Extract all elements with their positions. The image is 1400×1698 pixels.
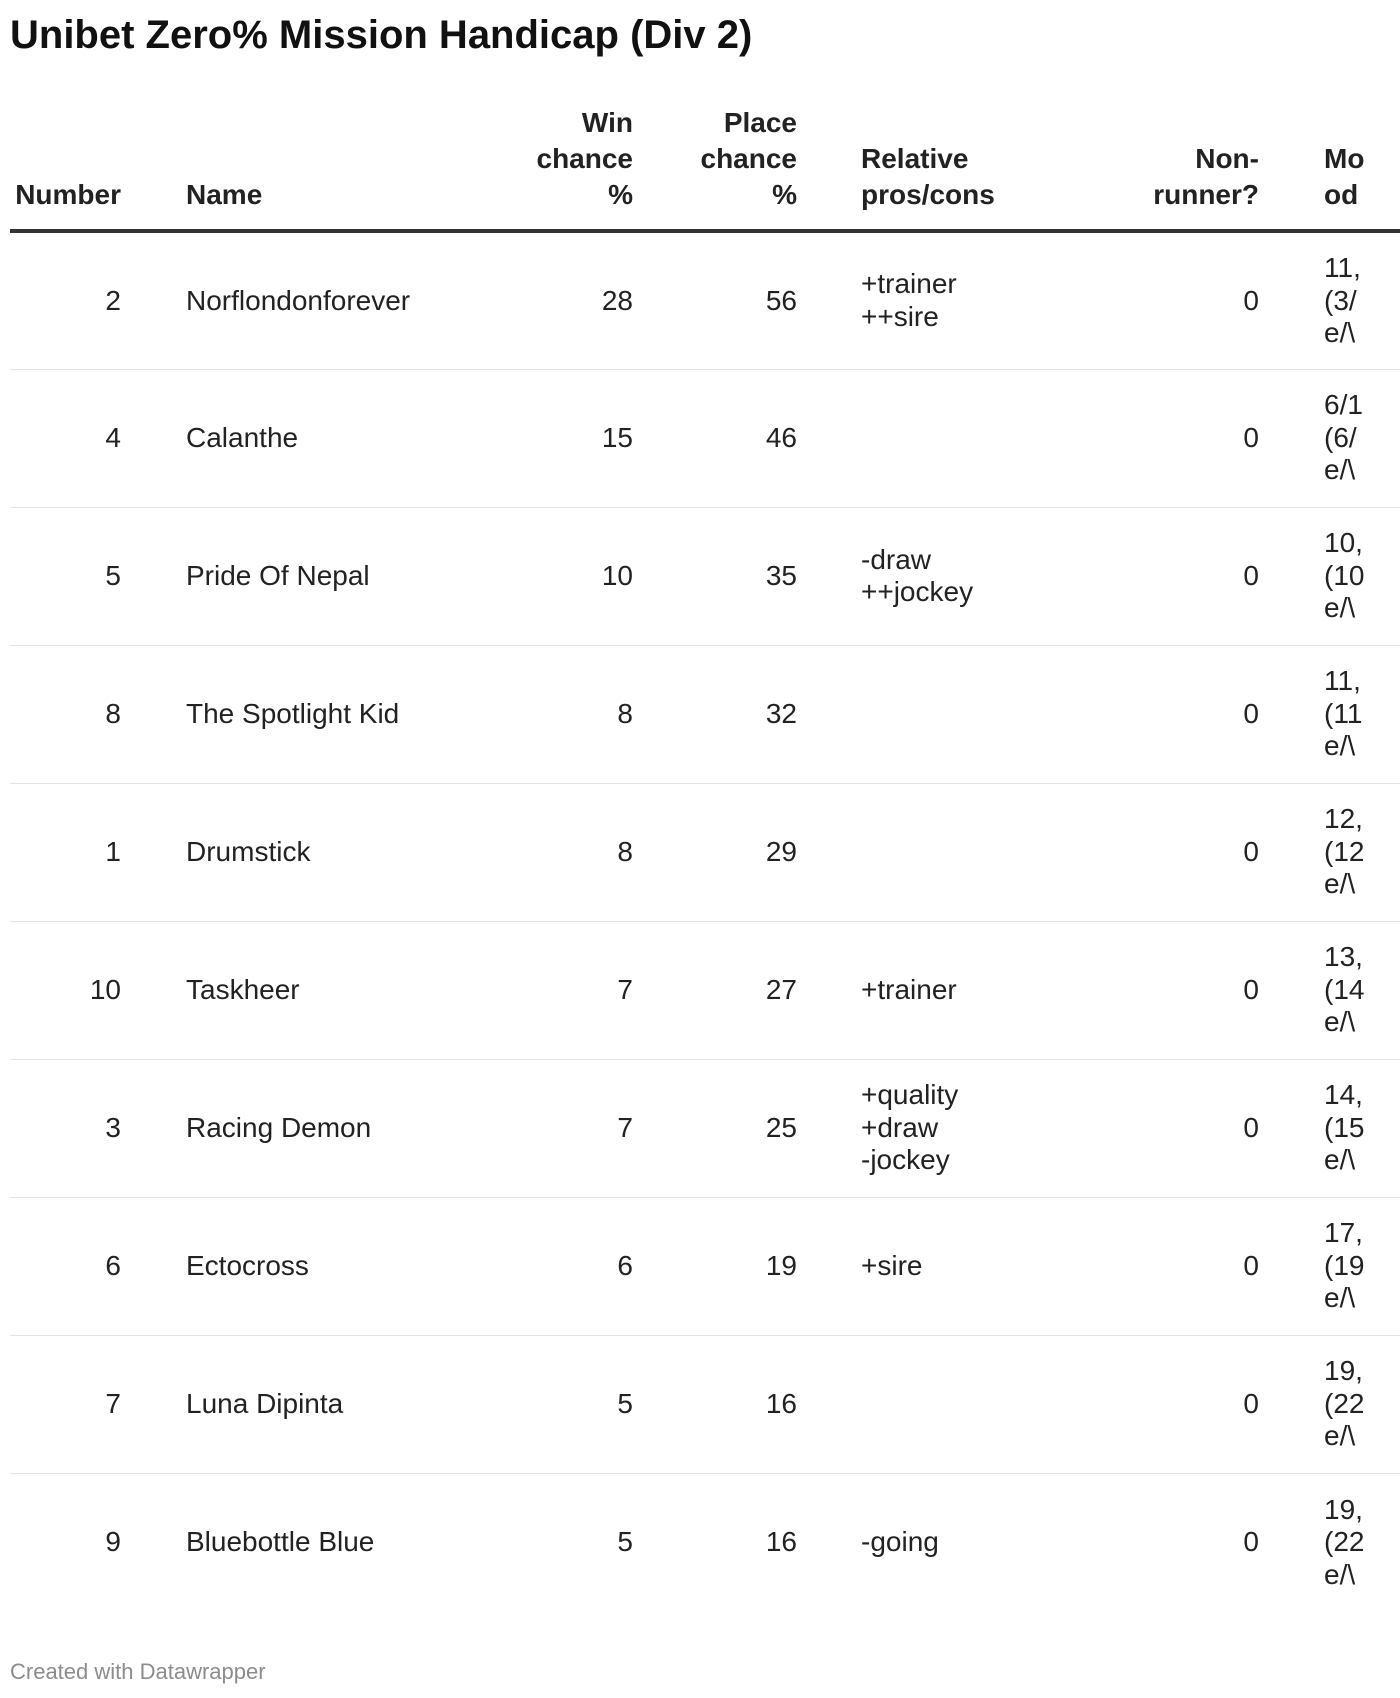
header-place-chance[interactable]: [633, 105, 797, 231]
cell-name: Drumstick: [121, 783, 336, 921]
header-row: [10, 105, 1400, 231]
header-relative-pros-cons[interactable]: [797, 105, 1077, 231]
cell-non-runner: 0: [1243, 1526, 1259, 1557]
relative-item: +trainer: [861, 973, 957, 1005]
cell-number: 8: [10, 645, 121, 783]
table-container[interactable]: [10, 105, 1365, 1615]
cell-name: Ectocross: [121, 1197, 336, 1335]
odds-line: (22: [1324, 1387, 1365, 1419]
header-odds-label: Mo od: [1324, 143, 1365, 210]
cell-relative-pros-cons: [797, 369, 1077, 507]
odds-line: (12: [1324, 835, 1365, 867]
table-row: [10, 645, 1400, 783]
cell-win-chance: 7: [336, 921, 633, 1059]
odds-line: (10: [1324, 559, 1365, 591]
cell-relative-pros-cons: [797, 1473, 1077, 1611]
cell-number: 1: [10, 783, 121, 921]
odds-line: (19: [1324, 1249, 1365, 1281]
header-non-runner-label: Non-runner?: [1153, 143, 1259, 210]
cell-odds: [1259, 369, 1400, 507]
cell-number: 10: [10, 921, 121, 1059]
cell-relative-pros-cons: [797, 1197, 1077, 1335]
cell-relative-pros-cons: [797, 921, 1077, 1059]
cell-win-chance: 5: [336, 1335, 633, 1473]
relative-item: +trainer: [861, 268, 957, 300]
table-row: [10, 1059, 1400, 1197]
cell-win-chance: 10: [336, 507, 633, 645]
cell-non-runner: 0: [1077, 369, 1259, 507]
table-row: [10, 369, 1400, 507]
odds-line: 10,: [1324, 527, 1363, 559]
cell-win-chance: 6: [336, 1197, 633, 1335]
header-name[interactable]: Name: [121, 105, 336, 231]
table-row: [10, 1197, 1400, 1335]
cell-win-chance: 8: [336, 783, 633, 921]
cell-non-runner: 0: [1077, 1335, 1259, 1473]
table-row: [10, 507, 1400, 645]
cell-odds: [1259, 645, 1400, 783]
odds-line: e/\: [1324, 592, 1356, 624]
cell-non-runner: 0: [1077, 921, 1259, 1059]
cell-place-chance: 29: [633, 783, 797, 921]
cell-win-chance: 7: [336, 1059, 633, 1197]
header-place-chance-label: Place chance %: [700, 107, 797, 210]
cell-odds: [1259, 1473, 1400, 1611]
odds-line: e/\: [1324, 1420, 1356, 1452]
cell-relative-pros-cons: [797, 645, 1077, 783]
odds-line: (11: [1324, 697, 1363, 729]
cell-win-chance: 28: [336, 231, 633, 369]
odds-line: e/\: [1324, 454, 1356, 486]
odds-line: e/\: [1324, 1282, 1356, 1314]
odds-line: 11,: [1324, 252, 1361, 283]
header-win-chance[interactable]: [336, 105, 633, 231]
cell-number: 9: [105, 1526, 121, 1557]
cell-number: 4: [10, 369, 121, 507]
odds-line: 19,: [1324, 1355, 1363, 1387]
cell-odds: [1259, 1335, 1400, 1473]
cell-non-runner: 0: [1077, 1059, 1259, 1197]
cell-name: Calanthe: [121, 369, 336, 507]
cell-place-chance: 16: [633, 1335, 797, 1473]
relative-item: +sire: [861, 1249, 923, 1281]
cell-non-runner: 0: [1077, 645, 1259, 783]
cell-non-runner: 0: [1077, 783, 1259, 921]
odds-line: 6/1: [1324, 389, 1363, 421]
cell-place-chance: 32: [633, 645, 797, 783]
odds-line: e/\: [1324, 317, 1356, 348]
cell-place-chance: 35: [633, 507, 797, 645]
table-row: [10, 1473, 1400, 1611]
cell-place-chance: 16: [765, 1526, 797, 1557]
cell-relative-pros-cons: [797, 783, 1077, 921]
odds-line: 17,: [1324, 1217, 1363, 1249]
cell-win-chance: 15: [336, 369, 633, 507]
odds-line: (15: [1324, 1111, 1365, 1143]
header-non-runner[interactable]: [1077, 105, 1259, 231]
cell-odds: [1259, 507, 1400, 645]
relative-item: -going: [861, 1526, 939, 1557]
relative-item: +quality: [861, 1079, 959, 1111]
odds-line: 11,: [1324, 665, 1361, 697]
odds-line: 19,: [1324, 1493, 1363, 1525]
cell-place-chance: 19: [633, 1197, 797, 1335]
cell-non-runner: 0: [1077, 231, 1259, 369]
cell-place-chance: 46: [633, 369, 797, 507]
cell-odds: [1259, 1197, 1400, 1335]
cell-non-runner: 0: [1077, 507, 1259, 645]
cell-name: Racing Demon: [121, 1059, 336, 1197]
cell-name: Luna Dipinta: [121, 1335, 336, 1473]
relative-item: ++jockey: [861, 576, 974, 607]
cell-number: 5: [10, 507, 121, 645]
odds-line: e/\: [1324, 1144, 1356, 1176]
odds-line: (6/: [1324, 421, 1357, 453]
odds-line: e/\: [1324, 730, 1356, 762]
cell-odds: [1259, 1059, 1400, 1197]
cell-number: 7: [10, 1335, 121, 1473]
cell-number: 6: [10, 1197, 121, 1335]
datawrapper-credit[interactable]: Created with Datawrapper: [10, 1659, 266, 1684]
cell-name: Pride Of Nepal: [121, 507, 336, 645]
cell-odds: [1259, 783, 1400, 921]
cell-non-runner: 0: [1077, 1197, 1259, 1335]
cell-odds: [1259, 921, 1400, 1059]
cell-name: Taskheer: [121, 921, 336, 1059]
header-number[interactable]: Number: [10, 105, 121, 231]
cell-place-chance: 25: [633, 1059, 797, 1197]
table-row: [10, 231, 1400, 369]
odds-line: e/\: [1324, 1006, 1356, 1038]
header-relative-label: Relative pros/cons: [861, 143, 995, 210]
cell-number: 3: [10, 1059, 121, 1197]
cell-win-chance: 8: [336, 645, 633, 783]
table-row: [10, 783, 1400, 921]
relative-item: ++sire: [861, 300, 939, 332]
relative-item: -jockey: [861, 1144, 950, 1176]
odds-line: e/\: [1324, 868, 1356, 900]
header-odds[interactable]: [1259, 105, 1400, 231]
cell-win-chance: 5: [617, 1526, 633, 1557]
cell-odds: [1259, 231, 1400, 369]
relative-item: +draw: [861, 1111, 939, 1143]
cell-number: 2: [10, 231, 121, 369]
cell-name: Norflondonforever: [121, 231, 336, 369]
odds-line: 13,: [1324, 941, 1363, 973]
odds-line: (14: [1324, 973, 1365, 1005]
cell-place-chance: 56: [633, 231, 797, 369]
table-body: [10, 231, 1400, 1611]
odds-line: 14,: [1324, 1079, 1363, 1111]
cell-name: The Spotlight Kid: [121, 645, 336, 783]
cell-relative-pros-cons: [797, 1059, 1077, 1197]
odds-line: (3/: [1324, 284, 1357, 316]
cell-relative-pros-cons: [797, 1335, 1077, 1473]
cell-place-chance: 27: [633, 921, 797, 1059]
odds-line: e/\: [1324, 1558, 1356, 1590]
header-win-chance-label: Win chance %: [536, 107, 633, 210]
cell-name: Bluebottle Blue: [186, 1526, 375, 1557]
runners-table: [10, 105, 1400, 1611]
cell-relative-pros-cons: [797, 507, 1077, 645]
odds-line: (22: [1324, 1526, 1365, 1557]
chart-title: Unibet Zero% Mission Handicap (Div 2): [10, 13, 753, 57]
odds-line: 12,: [1324, 803, 1363, 835]
table-row: [10, 1335, 1400, 1473]
cell-relative-pros-cons: [797, 231, 1077, 369]
table-row: [10, 921, 1400, 1059]
relative-item: -draw: [861, 543, 932, 575]
